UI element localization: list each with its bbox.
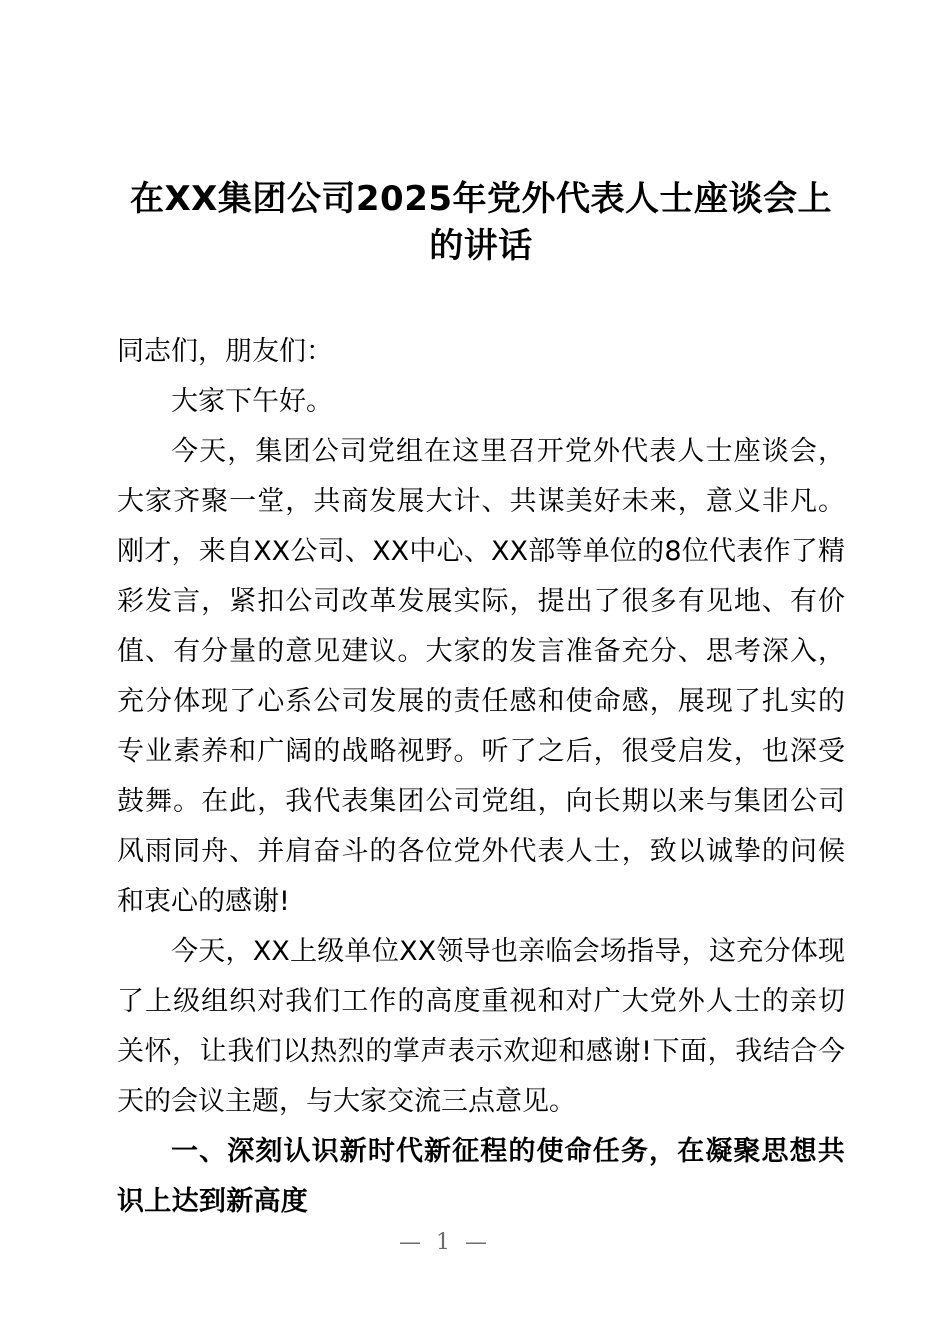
body-paragraph-1: 大家下午好。 [171,386,333,417]
document-content [117,0,845,1227]
salutation-line: 同志们，朋友们： [117,336,333,367]
body-paragraph-3: 今天，XX上级单位XX领导也亲临会场指导，这充分体现了上级组织对我们工作的高度重视和对广大党外人士的亲切关怀，让我们以热烈的掌声表示欢迎和感谢!下面，我结合今天的会议主题，与大家交流三点意见。 [117,936,845,1117]
body-paragraph-2: 今天，集团公司党组在这里召开党外代表人士座谈会，大家齐聚一堂，共商发展大计、共谋美好未来，意义非凡。刚才，来自XX公司、XX中心、XX部等单位的8位代表作了精彩发言，紧扣公司改革发展实际，提出了很多有见地、有价值、有分量的意见建议。大家的发言准备充分、思考深入，充分体现了心系公司发展的责任感和使命感，展现了扎实的专业素养和广阔的战略视野。听了之后，很受启发，也深受鼓舞。在此，我代表集团公司党组，向长期以来与集团公司风雨同舟、并肩奋斗的各位党外代表人士，致以诚挚的问候和衷心的感谢! [117,436,845,917]
page-number-footer: — 1 — [399,1230,491,1255]
page-title: 在XX集团公司2025年党外代表人士座谈会上的讲话 [129,179,833,266]
section-heading-1: 一、深刻认识新时代新征程的使命任务，在凝聚思想共识上达到新高度 [117,1136,845,1217]
